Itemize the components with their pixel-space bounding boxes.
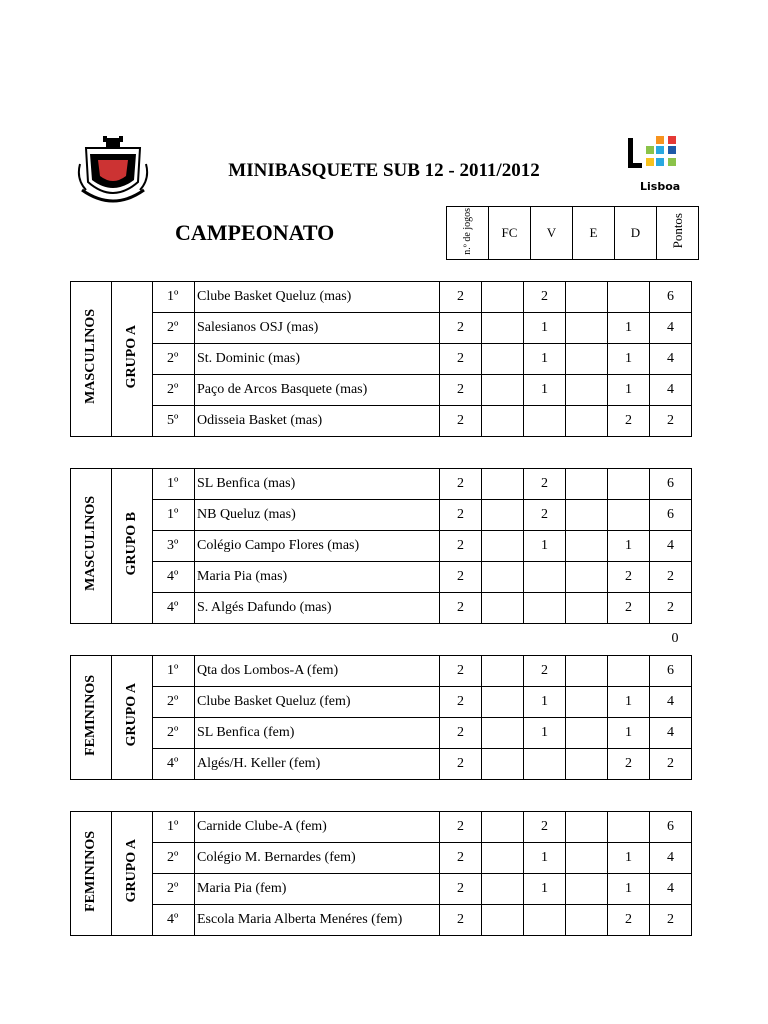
cell-pts: 4 — [650, 344, 692, 375]
cell-rank: 2º — [153, 313, 195, 344]
cell-d — [608, 469, 650, 500]
table-row — [71, 282, 692, 313]
table-row — [71, 375, 692, 406]
cell-rank: 5º — [153, 406, 195, 437]
cell-team: Maria Pia (mas) — [195, 562, 440, 593]
standings-table — [70, 468, 692, 624]
cell-v: 1 — [524, 375, 566, 406]
cell-fc — [482, 375, 524, 406]
col-games: n.º de jogos — [447, 207, 489, 260]
table-row — [71, 344, 692, 375]
cell-games: 2 — [440, 905, 482, 936]
cell-e — [566, 344, 608, 375]
cell-team: Escola Maria Alberta Menéres (fem) — [195, 905, 440, 936]
cell-team: Odisseia Basket (mas) — [195, 406, 440, 437]
table-row — [71, 313, 692, 344]
cell-d: 2 — [608, 562, 650, 593]
cell-team: Paço de Arcos Basquete (mas) — [195, 375, 440, 406]
cell-fc — [482, 656, 524, 687]
cell-e — [566, 562, 608, 593]
table-row — [71, 469, 692, 500]
cell-rank: 1º — [153, 812, 195, 843]
cell-pts: 2 — [650, 905, 692, 936]
page-subtitle: CAMPEONATO — [175, 220, 335, 245]
col-v: V — [531, 207, 573, 260]
cell-e — [566, 375, 608, 406]
cell-d: 1 — [608, 843, 650, 874]
cell-pts: 2 — [650, 593, 692, 624]
logo-text: Lisboa — [640, 180, 681, 193]
cell-e — [566, 718, 608, 749]
cell-d: 1 — [608, 531, 650, 562]
table-row — [71, 593, 692, 624]
cell-team: Clube Basket Queluz (fem) — [195, 687, 440, 718]
cell-pts: 4 — [650, 687, 692, 718]
cell-games: 2 — [440, 749, 482, 780]
cell-e — [566, 874, 608, 905]
table-row — [71, 687, 692, 718]
cell-fc — [482, 562, 524, 593]
cell-fc — [482, 749, 524, 780]
cell-d: 1 — [608, 718, 650, 749]
cell-d: 1 — [608, 344, 650, 375]
table-row — [71, 531, 692, 562]
cell-v — [524, 749, 566, 780]
cell-games: 2 — [440, 344, 482, 375]
cell-rank: 2º — [153, 718, 195, 749]
cell-v: 2 — [524, 656, 566, 687]
cell-d: 2 — [608, 593, 650, 624]
cell-d: 1 — [608, 313, 650, 344]
col-fc: FC — [489, 207, 531, 260]
cell-games: 2 — [440, 531, 482, 562]
cell-fc — [482, 531, 524, 562]
cell-d: 1 — [608, 375, 650, 406]
cell-team: Colégio Campo Flores (mas) — [195, 531, 440, 562]
cell-e — [566, 500, 608, 531]
cell-pts: 4 — [650, 718, 692, 749]
cell-fc — [482, 843, 524, 874]
cell-v — [524, 406, 566, 437]
table-row — [71, 749, 692, 780]
cell-e — [566, 812, 608, 843]
cell-d: 2 — [608, 406, 650, 437]
cell-v: 1 — [524, 313, 566, 344]
cell-d: 1 — [608, 874, 650, 905]
standings-table — [70, 281, 692, 437]
cell-fc — [482, 282, 524, 313]
cell-games: 2 — [440, 874, 482, 905]
table-row — [71, 500, 692, 531]
cell-v: 1 — [524, 718, 566, 749]
cell-v: 2 — [524, 812, 566, 843]
cell-fc — [482, 687, 524, 718]
group-label: GRUPO A — [112, 656, 153, 780]
cell-pts: 6 — [650, 282, 692, 313]
cell-games: 2 — [440, 687, 482, 718]
cell-team: Colégio M. Bernardes (fem) — [195, 843, 440, 874]
cell-d — [608, 656, 650, 687]
table-row — [71, 656, 692, 687]
cell-team: Salesianos OSJ (mas) — [195, 313, 440, 344]
cell-pts: 2 — [650, 562, 692, 593]
cell-team: Maria Pia (fem) — [195, 874, 440, 905]
cell-team: SL Benfica (fem) — [195, 718, 440, 749]
cell-rank: 4º — [153, 905, 195, 936]
cell-fc — [482, 874, 524, 905]
cell-games: 2 — [440, 313, 482, 344]
cell-pts: 6 — [650, 812, 692, 843]
cell-team: Qta dos Lombos-A (fem) — [195, 656, 440, 687]
cell-v: 2 — [524, 500, 566, 531]
cell-v — [524, 562, 566, 593]
cell-v — [524, 593, 566, 624]
cell-rank: 2º — [153, 687, 195, 718]
cell-e — [566, 531, 608, 562]
cell-fc — [482, 593, 524, 624]
category-label: FEMININOS — [71, 812, 112, 936]
cell-rank: 4º — [153, 593, 195, 624]
cell-d: 1 — [608, 687, 650, 718]
cell-pts: 2 — [650, 406, 692, 437]
cell-team: SL Benfica (mas) — [195, 469, 440, 500]
cell-v: 2 — [524, 469, 566, 500]
cell-team: St. Dominic (mas) — [195, 344, 440, 375]
table-row — [71, 718, 692, 749]
table-row — [71, 905, 692, 936]
cell-rank: 4º — [153, 562, 195, 593]
standings-table — [70, 811, 692, 936]
table-row — [71, 562, 692, 593]
cell-d: 2 — [608, 905, 650, 936]
column-header — [446, 206, 699, 260]
group-label: GRUPO A — [112, 812, 153, 936]
cell-rank: 3º — [153, 531, 195, 562]
cell-v: 1 — [524, 344, 566, 375]
cell-games: 2 — [440, 593, 482, 624]
cell-team: NB Queluz (mas) — [195, 500, 440, 531]
cell-e — [566, 593, 608, 624]
cell-team: Carnide Clube-A (fem) — [195, 812, 440, 843]
group-label: GRUPO A — [112, 282, 153, 437]
cell-d — [608, 500, 650, 531]
table-row — [71, 812, 692, 843]
cell-fc — [482, 344, 524, 375]
page-title: MINIBASQUETE SUB 12 - 2011/2012 — [228, 160, 540, 181]
cell-pts: 4 — [650, 531, 692, 562]
cell-v: 2 — [524, 282, 566, 313]
cell-pts: 6 — [650, 500, 692, 531]
cell-games: 2 — [440, 406, 482, 437]
cell-pts: 4 — [650, 313, 692, 344]
cell-games: 2 — [440, 375, 482, 406]
cell-games: 2 — [440, 500, 482, 531]
cell-games: 2 — [440, 656, 482, 687]
cell-pts: 4 — [650, 375, 692, 406]
cell-fc — [482, 905, 524, 936]
cell-d — [608, 282, 650, 313]
cell-e — [566, 843, 608, 874]
cell-fc — [482, 406, 524, 437]
cell-e — [566, 282, 608, 313]
cell-games: 2 — [440, 812, 482, 843]
table-row — [71, 843, 692, 874]
cell-e — [566, 687, 608, 718]
cell-v: 1 — [524, 874, 566, 905]
cell-pts: 2 — [650, 749, 692, 780]
cell-pts: 4 — [650, 874, 692, 905]
cell-e — [566, 905, 608, 936]
cell-rank: 1º — [153, 282, 195, 313]
cell-e — [566, 469, 608, 500]
cell-fc — [482, 812, 524, 843]
cell-fc — [482, 469, 524, 500]
cell-rank: 2º — [153, 344, 195, 375]
cell-d: 2 — [608, 749, 650, 780]
stray-value: 0 — [671, 631, 679, 646]
cell-v: 1 — [524, 843, 566, 874]
cell-pts: 6 — [650, 469, 692, 500]
cell-e — [566, 313, 608, 344]
cell-games: 2 — [440, 562, 482, 593]
cell-fc — [482, 313, 524, 344]
cell-fc — [482, 500, 524, 531]
cell-games: 2 — [440, 718, 482, 749]
cell-games: 2 — [440, 469, 482, 500]
cell-rank: 2º — [153, 874, 195, 905]
group-label: GRUPO B — [112, 469, 153, 624]
table-row — [71, 406, 692, 437]
cell-rank: 2º — [153, 843, 195, 874]
cell-rank: 1º — [153, 500, 195, 531]
cell-v: 1 — [524, 531, 566, 562]
cell-rank: 1º — [153, 469, 195, 500]
cell-fc — [482, 718, 524, 749]
col-d: D — [615, 207, 657, 260]
cell-e — [566, 749, 608, 780]
cell-team: S. Algés Dafundo (mas) — [195, 593, 440, 624]
cell-team: Algés/H. Keller (fem) — [195, 749, 440, 780]
col-e: E — [573, 207, 615, 260]
cell-games: 2 — [440, 843, 482, 874]
col-points: Pontos — [657, 207, 699, 260]
cell-v — [524, 905, 566, 936]
category-label: MASCULINOS — [71, 282, 112, 437]
cell-e — [566, 406, 608, 437]
cell-rank: 1º — [153, 656, 195, 687]
cell-pts: 6 — [650, 656, 692, 687]
cell-e — [566, 656, 608, 687]
table-row — [71, 874, 692, 905]
standings-table — [70, 655, 692, 780]
category-label: MASCULINOS — [71, 469, 112, 624]
cell-pts: 4 — [650, 843, 692, 874]
cell-d — [608, 812, 650, 843]
cell-rank: 2º — [153, 375, 195, 406]
cell-rank: 4º — [153, 749, 195, 780]
cell-v: 1 — [524, 687, 566, 718]
cell-team: Clube Basket Queluz (mas) — [195, 282, 440, 313]
category-label: FEMININOS — [71, 656, 112, 780]
cell-games: 2 — [440, 282, 482, 313]
